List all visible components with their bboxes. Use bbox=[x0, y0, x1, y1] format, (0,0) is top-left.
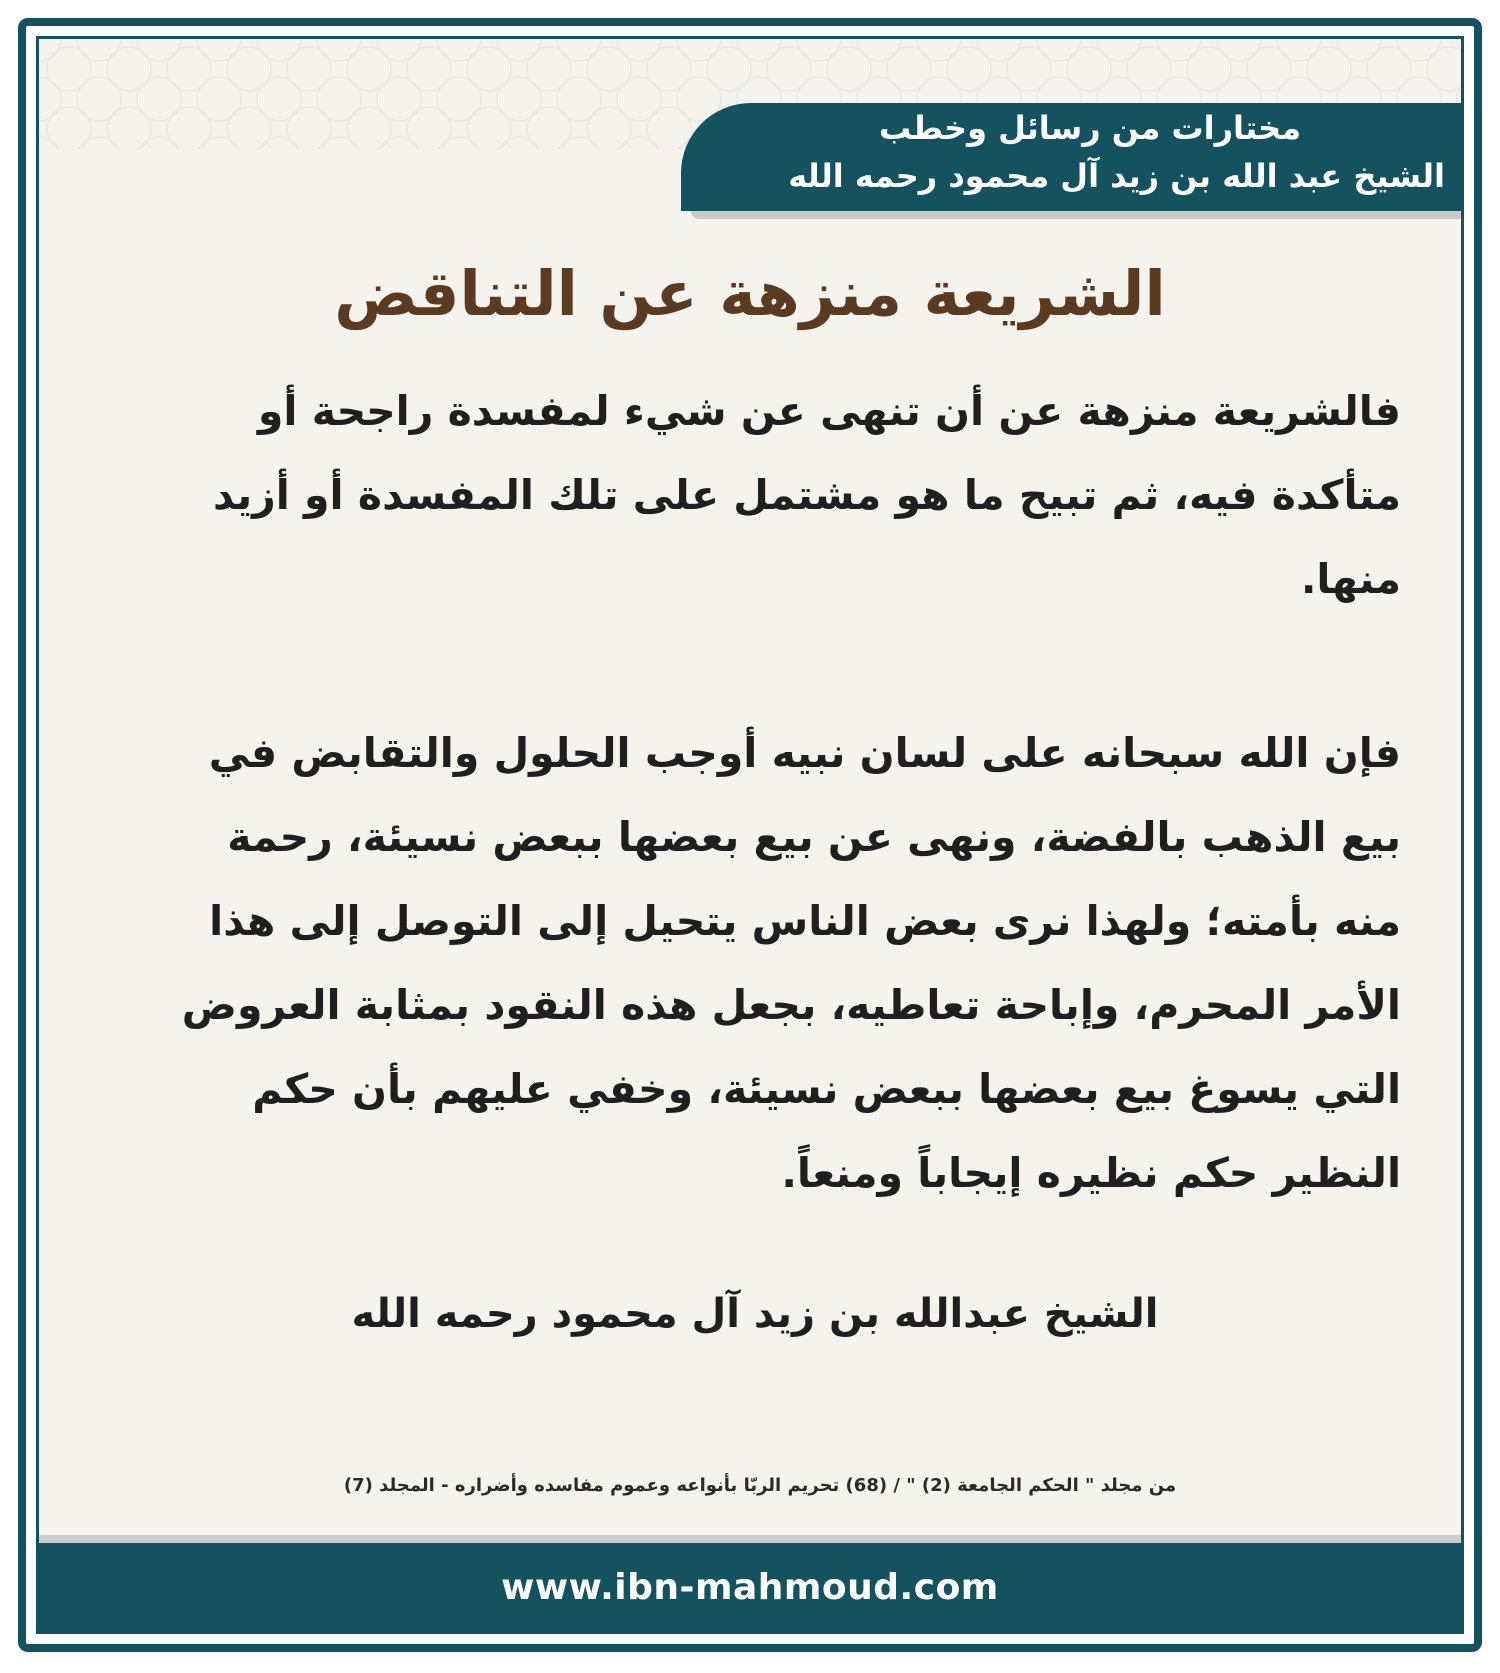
article-title: الشريعة منزهة عن التناقض bbox=[334, 257, 1166, 330]
footer-shadow bbox=[39, 1535, 1461, 1543]
header-band bbox=[681, 103, 1461, 211]
footer-band bbox=[39, 1543, 1461, 1631]
paragraph-1: فالشريعة منزهة عن أن تنهى عن شيء لمفسدة راجحة أو متأكدة فيه، ثم تبيح ما هو مشتمل على تلك المفسدة أو أزيد منها. bbox=[213, 387, 1401, 603]
paragraph-2: فإن الله سبحانه على لسان نبيه أوجب الحلول والتقابض في بيع الذهب بالفضة، ونهى عن بيع بعضها ببعض نسيئة، رحمة منه بأمته؛ ولهذا نرى بعض الناس يتحيل إلى التوصل إلى هذا الأمر المحرم، وإباحة تعاطيه، بجعل هذه النقود بمثابة العروض التي يسوغ بيع بعضها ببعض نسيئة، وخفي عليهم بأن حكم النظير حكم نظيره إيجاباً ومنعاً. bbox=[181, 729, 1401, 1197]
website-link[interactable]: www.ibn-mahmoud.com bbox=[501, 1566, 999, 1608]
series-title: مختارات من رسائل وخطب bbox=[878, 109, 1301, 147]
page-frame bbox=[18, 18, 1482, 1652]
content-panel bbox=[36, 36, 1464, 1634]
author-name: الشيخ عبد الله بن زيد آل محمود رحمه الله bbox=[788, 157, 1445, 195]
header-shadow bbox=[691, 211, 1461, 219]
source-reference: من مجلد " الحكم الجامعة (2) " / (68) تحريم الربّا بأنواعه وعموم مفاسده وأضراره - المجلد (7) bbox=[343, 1475, 1177, 1496]
signature: الشيخ عبدالله بن زيد آل محمود رحمه الله bbox=[351, 1291, 1159, 1337]
